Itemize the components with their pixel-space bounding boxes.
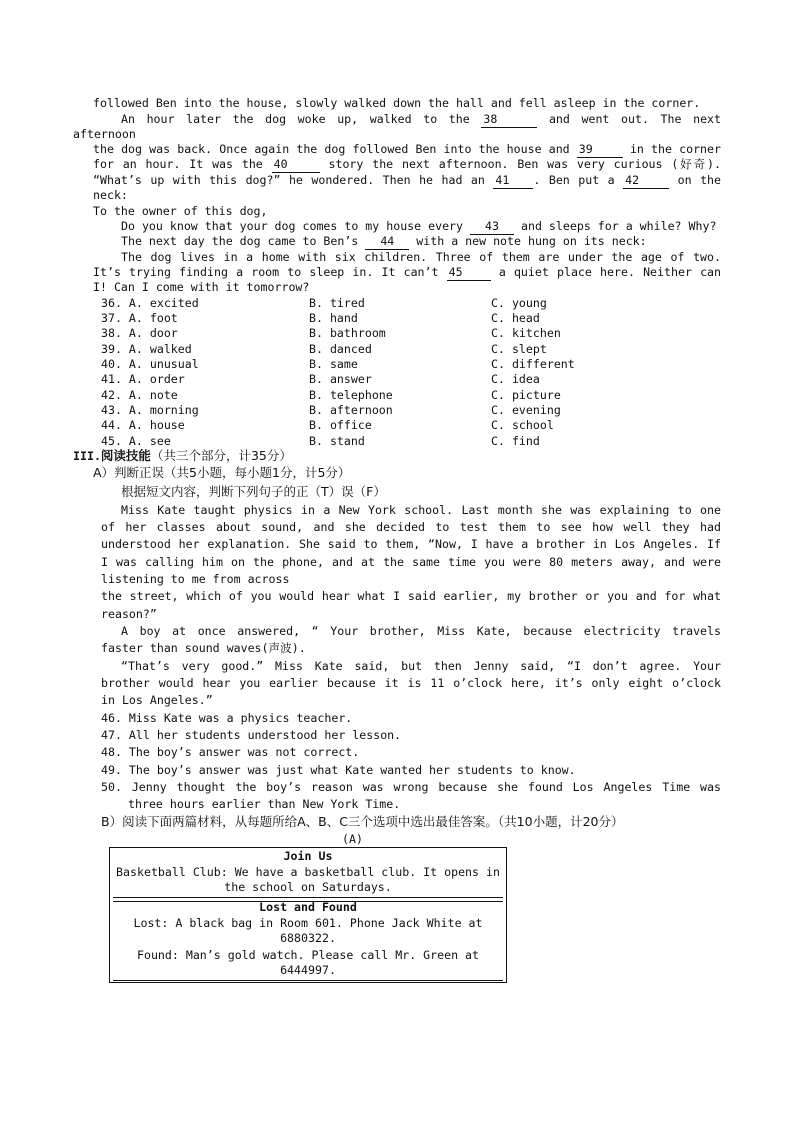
option-a: 45. A. see [101,434,171,448]
question-49: 49. The boy’s answer was just what Kate wanted her students to know. [101,763,576,777]
passage-line: I was calling him on the phone, and at the same time you were 80 meters away, and were [101,555,721,569]
option-a: 36. A. excited [101,296,199,310]
cloze-text: followed Ben into the house, slowly walked down the hall and fell asleep in the corner. [93,96,701,110]
section-heading: III.阅读技能（共三个部分，计35分） [73,448,292,463]
part-a-instruction: 根据短文内容，判断下列句子的正（T）误（F） [121,484,386,499]
option-b: B. office [309,418,372,432]
passage-line: brother would hear you earlier because it is 11 o’clock here, it’s only eight o’clock [101,676,721,690]
option-a: 42. A. note [101,388,178,402]
blank-43: 43 [470,219,514,235]
cloze-line [121,250,721,265]
question-50: 50. Jenny thought the boy’s reason was wrong because she found Los Angeles Time was [101,780,721,794]
option-b: B. bathroom [309,326,386,340]
blank-44: 44 [365,234,409,250]
cloze-line [93,173,721,189]
divider [113,980,503,981]
passage-line: in Los Angeles.” [101,693,213,707]
option-c: C. young [491,296,547,310]
question-50-cont: three hours earlier than New York Time. [128,797,401,811]
option-c: C. school [491,418,554,432]
cloze-text: afternoon [73,127,136,141]
passage-line: understood her explanation. She said to them, “Now, I have a brother in Los Angeles. If [101,537,721,551]
cloze-text: the dog was back. Once again the dog followed Ben into the house and [93,142,570,156]
option-b: B. danced [309,342,372,356]
join-us-text: Basketball Club: We have a basketball club. It opens in the school on Saturdays. [116,865,500,894]
cloze-text: story the next afternoon. Ben was very curious (好奇). [328,157,722,171]
cloze-line [93,142,721,158]
found-text: Found: Man’s gold watch. Please call Mr. Green at 6444997. [136,948,480,977]
cloze-text: with a new note hung on its neck: [416,234,647,248]
lost-text: Lost: A black bag in Room 601. Phone Jack White at 6880322. [133,916,483,945]
option-c: C. idea [491,372,540,386]
part-a-title: A）判断正误（共5小题，每小题1分，计5分） [93,465,351,480]
cloze-line [93,204,268,219]
option-a: 40. A. unusual [101,357,199,371]
option-b: B. afternoon [309,403,393,417]
option-a: 39. A. walked [101,342,192,356]
option-c: C. find [491,434,540,448]
passage-line: of her classes about sound, and she decided to test them to see how well they had [101,520,721,534]
cloze-text: An hour later the dog woke up, walked to the [121,112,470,126]
cloze-line [73,127,136,142]
option-c: C. evening [491,403,561,417]
cloze-text: neck: [93,188,128,202]
option-c: C. head [491,311,540,325]
passage-line: “That’s very good.” Miss Kate said, but then Jenny said, “I don’t agree. Your [121,659,721,673]
question-48: 48. The boy’s answer was not correct. [101,745,360,759]
cloze-text: a quiet place here. Neither can [498,265,722,279]
passage-line: Miss Kate taught physics in a New York school. Last month she was explaining to one [121,503,721,517]
cloze-line [121,112,721,128]
cloze-line [121,219,716,235]
option-b: B. telephone [309,388,393,402]
cloze-text: on the [677,173,722,187]
cloze-text: and sleeps for a while? Why? [521,219,717,233]
cloze-text: To the owner of this dog, [93,204,268,218]
cloze-text: for an hour. It was the [93,157,263,171]
divider [113,897,503,898]
cloze-line [93,280,309,295]
cloze-line [93,96,700,111]
passage-line: faster than sound waves(声波). [101,641,306,655]
cloze-text: It’s trying finding a room to sleep in. It can’t [93,265,439,279]
cloze-line [93,188,128,203]
blank-42: 42 [623,173,669,189]
passage-line: listening to me from across [101,572,290,586]
question-47: 47. All her students understood her lesson. [101,728,402,742]
option-c: C. kitchen [491,326,561,340]
cloze-text: I! Can I come with it tomorrow? [93,280,310,294]
option-b: B. hand [309,311,358,325]
blank-38: 38 [481,112,537,128]
blank-39: 39 [577,142,623,158]
join-us-title: Join Us [283,849,333,863]
cloze-line [93,157,721,173]
blank-41: 41 [493,173,533,189]
cloze-line [93,265,721,281]
passage-line: A boy at once answered, “ Your brother, Miss Kate, because electricity travels [121,624,721,638]
blank-45: 45 [447,265,491,281]
cloze-line [121,234,647,250]
option-c: C. slept [491,342,547,356]
option-b: B. tired [309,296,365,310]
option-c: C. different [491,357,575,371]
cloze-text: . Ben put a [533,173,615,187]
option-b: B. stand [309,434,365,448]
option-a: 44. A. house [101,418,185,432]
cloze-text: The next day the dog came to Ben’s [121,234,359,248]
question-46: 46. Miss Kate was a physics teacher. [101,711,353,725]
cloze-text: Do you know that your dog comes to my house every [121,219,464,233]
part-b-title: B）阅读下面两篇材料，从每题所给A、B、C三个选项中选出最佳答案。（共10小题，计20分） [101,814,624,829]
cloze-text: and went out. The next [548,112,722,126]
cloze-text: in the corner [629,142,721,156]
option-a: 41. A. order [101,372,185,386]
option-a: 38. A. door [101,326,178,340]
cloze-text: “What’s up with this dog?” he wondered. Then he had an [93,173,485,187]
passage-line: the street, which of you would hear what I said earlier, my brother or you and for what [101,589,721,603]
cloze-text: The dog lives in a home with six children. Three of them are under the age of two. [121,250,721,264]
passage-a-label: (A) [342,832,363,846]
blank-40: 40 [272,157,320,173]
option-c: C. picture [491,388,561,402]
passage-line: reason?” [101,607,157,621]
option-b: B. same [309,357,358,371]
lost-found-title: Lost and Found [259,900,357,914]
option-a: 43. A. morning [101,403,199,417]
option-b: B. answer [309,372,372,386]
option-a: 37. A. foot [101,311,178,325]
